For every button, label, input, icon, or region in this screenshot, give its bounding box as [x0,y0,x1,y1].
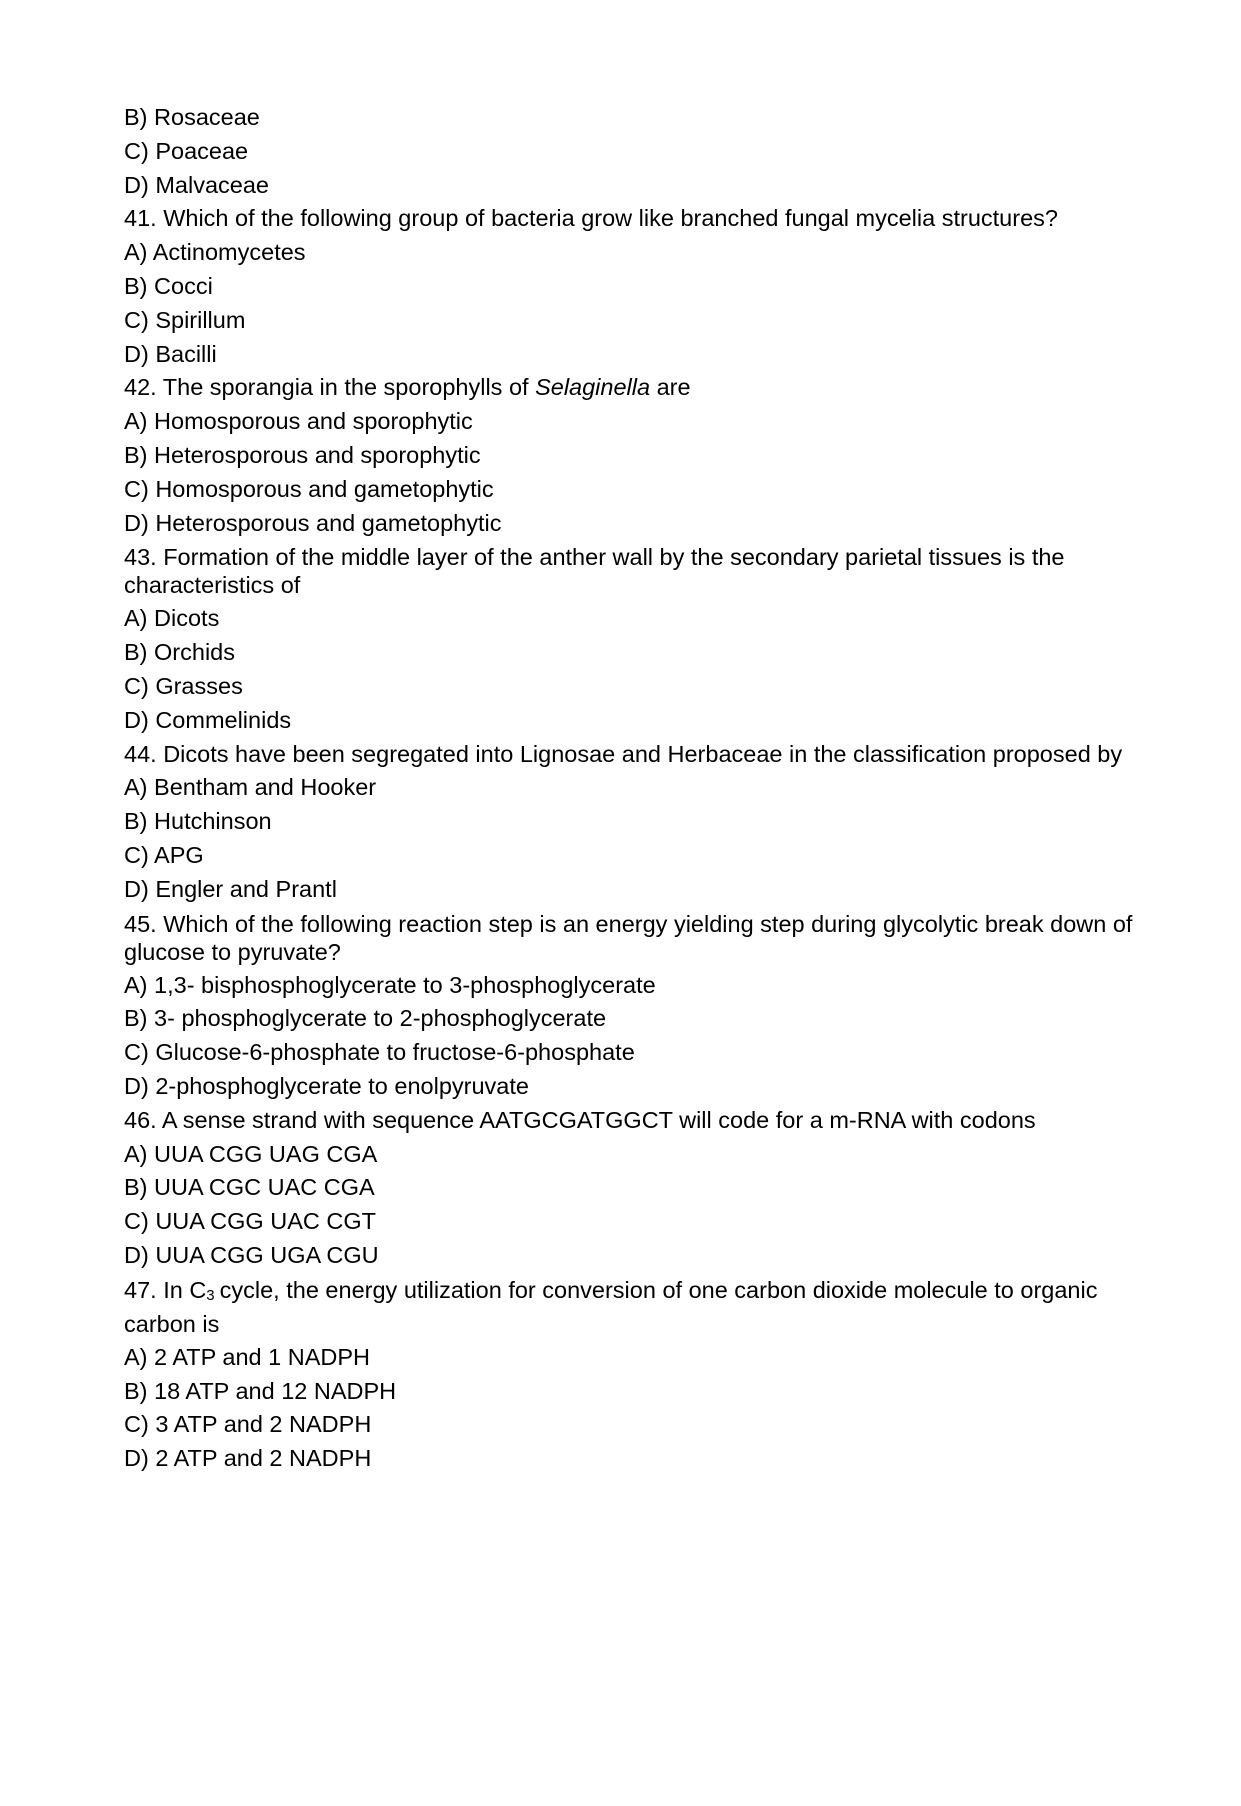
option-line: B) Heterosporous and sporophytic [124,441,481,468]
option-line: C) Glucose-6-phosphate to fructose-6-phosphate [124,1039,635,1066]
option-line: D) UUA CGG UGA CGU [124,1241,379,1268]
option-line: B) 3- phosphoglycerate to 2-phosphoglycerate [124,1005,607,1032]
question-text: 41. Which of the following group of bacteria grow like branched fungal mycelia structures? [124,205,1058,232]
question-44 [124,738,1144,907]
document-page [124,101,1144,1476]
option-line: D) Commelinids [124,706,292,733]
option-line: C) Spirillum [124,306,246,333]
question-text [124,371,1144,405]
option-line: A) Homosporous and sporophytic [124,408,473,435]
option-line: C) APG [124,841,204,868]
question-text-start: 42. The sporangia in the sporophylls of [124,374,536,401]
question-41 [124,202,1144,371]
option-line: A) 2 ATP and 1 NADPH [124,1343,370,1370]
question-text [124,1273,1144,1341]
option-line: B) UUA CGC UAC CGA [124,1174,375,1201]
subscript: 3 [206,1286,215,1304]
question-42 [124,371,1144,540]
question-43 [124,540,1144,737]
question-text: 43. Formation of the middle layer of the anther wall by the secondary parietal tissues is the characteristics of [124,544,1065,599]
question-text: 45. Which of the following reaction step is an energy yielding step during glycolytic break down of glucose to pyruvate? [124,910,1133,965]
question-text-end: are [650,374,691,401]
question-45 [124,907,1144,1104]
question-text-end: cycle, the energy utilization for conversion of one carbon dioxide molecule to organic carbon is [124,1276,1098,1337]
option-line: D) 2 ATP and 2 NADPH [124,1445,372,1472]
option-line: B) Rosaceae [124,104,260,130]
genus-name: Selaginella [535,374,651,401]
question-text: 44. Dicots have been segregated into Lignosae and Herbaceae in the classification proposed by [124,740,1123,767]
option-line: C) Homosporous and gametophytic [124,475,494,502]
option-line: B) 18 ATP and 12 NADPH [124,1377,397,1404]
question-47 [124,1273,1144,1476]
option-line: A) Actinomycetes [124,239,306,266]
option-line: D) Heterosporous and gametophytic [124,509,502,536]
option-line: A) 1,3- bisphosphoglycerate to 3-phosphoglycerate [124,971,656,998]
option-line: A) Bentham and Hooker [124,774,377,801]
option-line: B) Orchids [124,639,235,666]
option-line: D) 2-phosphoglycerate to enolpyruvate [124,1072,529,1099]
question-text: 46. A sense strand with sequence AATGCGATGGCT will code for a m-RNA with codons [124,1106,1036,1133]
question-text-start: 47. In C [124,1276,207,1303]
option-line: D) Malvaceae [124,171,269,198]
option-line: C) 3 ATP and 2 NADPH [124,1411,372,1438]
option-line: B) Hutchinson [124,808,272,835]
option-line: A) UUA CGG UAG CGA [124,1140,378,1167]
option-line: A) Dicots [124,605,220,632]
question-46 [124,1104,1144,1273]
option-line: C) Grasses [124,672,243,699]
option-line: B) Cocci [124,272,213,299]
option-line: D) Bacilli [124,340,217,367]
option-line: D) Engler and Prantl [124,875,337,902]
option-line: C) UUA CGG UAC CGT [124,1208,376,1235]
option-line: C) Poaceae [124,137,249,164]
